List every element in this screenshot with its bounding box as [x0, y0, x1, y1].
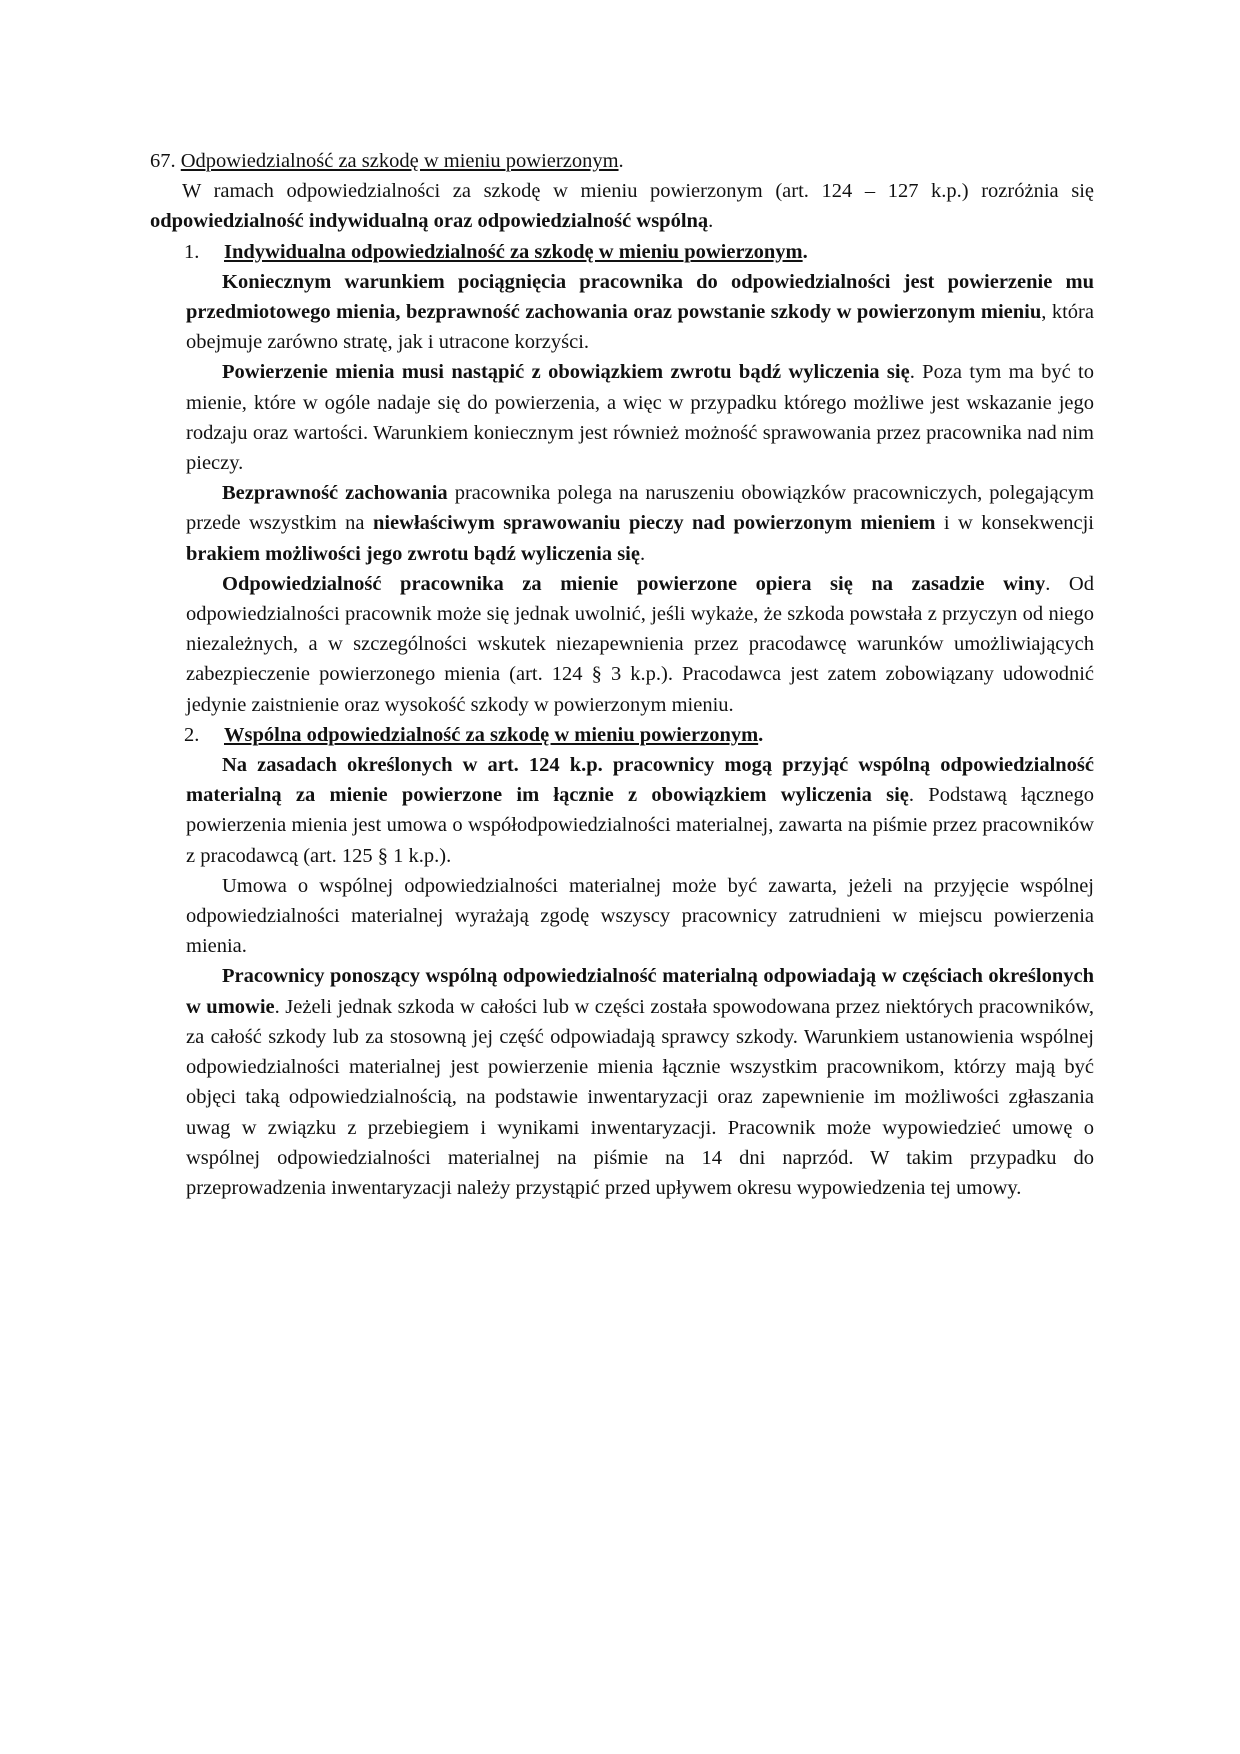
s1p4-text-1: . Od odpowiedzialności pracownik może się jednak uwolnić, jeśli wykaże, że szkoda powstała z przyczyn od niego niezależnych, a w szczególności wskutek niezapewnienia przez pracodawcę warunków umożliwiających zabezpieczenie powierzonego mienia (art. 124 § 3 k.p.). Pracodawca jest zatem zobowiązany udowodnić jedynie zaistnienie oraz wysokość szkody w powierzonym mieniu.	[186, 572, 1094, 716]
s2p1-text-1: . Podstawą łącznego powierzenia mienia jest umowa o współodpowiedzialności materialnej, zawarta na piśmie przez pracowników z pracodawcą (art. 125 § 1 k.p.).	[186, 784, 1094, 867]
intro-paragraph	[150, 176, 1094, 236]
intro-bold-1: odpowiedzialność indywidualną oraz odpowiedzialność wspólną	[150, 210, 709, 233]
heading-title: Odpowiedzialność za szkodę w mieniu powierzonym	[180, 150, 619, 172]
s2p1-bold-1: Na zasadach określonych w art. 124 k.p. pracownicy mogą przyjąć wspólną odpowiedzialność materialną za mienie powierzone im łącznie z obowiązkiem wyliczenia się	[186, 754, 1094, 807]
s1p3-bold-1: Bezprawność zachowania	[222, 482, 448, 505]
intro-text-2: .	[708, 210, 714, 233]
section-1-paragraph-4	[186, 569, 1094, 720]
s1p2-text-1: . Poza tym ma być to mienie, które w ogóle nadaje się do powierzenia, a więc w przypadku którego możliwe jest wskazanie jego rodzaju oraz wartości. Warunkiem koniecznym jest również możność sprawowania przez pracownika nad nim pieczy.	[186, 361, 1094, 475]
s2p2-text-1: Umowa o wspólnej odpowiedzialności materialnej może być zawarta, jeżeli na przyjęcie wspólnej odpowiedzialności materialnej wyrażają zgodę wszyscy pracownicy zatrudnieni w miejscu powierzenia mienia.	[186, 874, 1094, 958]
intro-text-1: W ramach odpowiedzialności za szkodę w mieniu powierzonym (art. 124 – 127 k.p.) rozróżnia się	[182, 180, 1094, 203]
document-page	[150, 146, 1094, 1203]
section-1-paragraph-3	[186, 478, 1094, 569]
s1p3-text-3: .	[639, 542, 646, 565]
section-1-paragraph-2	[186, 357, 1094, 478]
s2p3-text-1: . Jeżeli jednak szkoda w całości lub w części została spowodowana przez niektórych pracowników, za całość szkody lub za stosowną jej część odpowiadają sprawcy szkody. Warunkiem ustanowienia wspólnej odpowiedzialności materialnej jest powierzenie mienia łącznie wszystkim pracownikom, którzy mają być objęci taką odpowiedzialnością, na podstawie inwentaryzacji oraz zapewnienie im możliwości zgłaszania uwag w związku z przebiegiem i wynikami inwentaryzacji. Pracownik może wypowiedzieć umowę o wspólnej odpowiedzialności materialnej na piśmie na 14 dni naprzód. W takim przypadku do przeprowadzenia inwentaryzacji należy przystąpić przed upływem okresu wypowiedzenia tej umowy.	[186, 995, 1094, 1199]
section-2-paragraph-1	[186, 750, 1094, 871]
s1p3-text-1: pracownika polega na naruszeniu obowiązków pracowniczych, polegającym przede wszystkim na	[186, 482, 1094, 535]
heading-title-end: .	[618, 150, 624, 172]
s1p4-bold-1: Odpowiedzialność pracownika za mienie powierzone opiera się na zasadzie winy	[222, 572, 1046, 595]
s1p1-bold-1: Koniecznym warunkiem pociągnięcia pracownika do odpowiedzialności jest powierzenie mu przedmiotowego mienia, bezprawność zachowania oraz powstanie szkody w powierzonym mieniu	[186, 270, 1094, 324]
section-2-heading	[184, 720, 1094, 750]
s1p3-bold-2: niewłaściwym sprawowaniu pieczy nad powierzonym mieniem	[372, 512, 936, 535]
document-heading	[150, 146, 1094, 176]
heading-number: 67.	[150, 150, 176, 172]
section-1-title: Indywidualna odpowiedzialność za szkodę w mieniu powierzonym	[224, 240, 803, 263]
section-2-paragraph-3	[186, 961, 1094, 1203]
section-1-heading	[184, 237, 1094, 267]
section-2-paragraph-2	[186, 871, 1094, 962]
section-1-paragraph-1	[186, 267, 1094, 358]
s2p3-bold-1: Pracownicy ponoszący wspólną odpowiedzialność materialną odpowiadają w częściach określonych w umowie	[186, 965, 1094, 1018]
section-1-title-end: .	[802, 240, 808, 263]
section-2-number: 2.	[184, 723, 200, 746]
s1p2-bold-1: Powierzenie mienia musi nastąpić z obowiązkiem zwrotu bądź wyliczenia się	[222, 361, 910, 384]
s1p1-text-1: , która obejmuje zarówno stratę, jak i utracone korzyści.	[186, 301, 1094, 354]
section-2-title: Wspólna odpowiedzialność za szkodę w mieniu powierzonym	[224, 723, 759, 746]
s1p3-bold-3: brakiem możliwości jego zwrotu bądź wyliczenia się	[186, 542, 640, 565]
s1p3-text-2: i w konsekwencji	[935, 512, 1094, 535]
section-1-number: 1.	[184, 240, 200, 263]
section-2-title-end: .	[758, 723, 764, 746]
